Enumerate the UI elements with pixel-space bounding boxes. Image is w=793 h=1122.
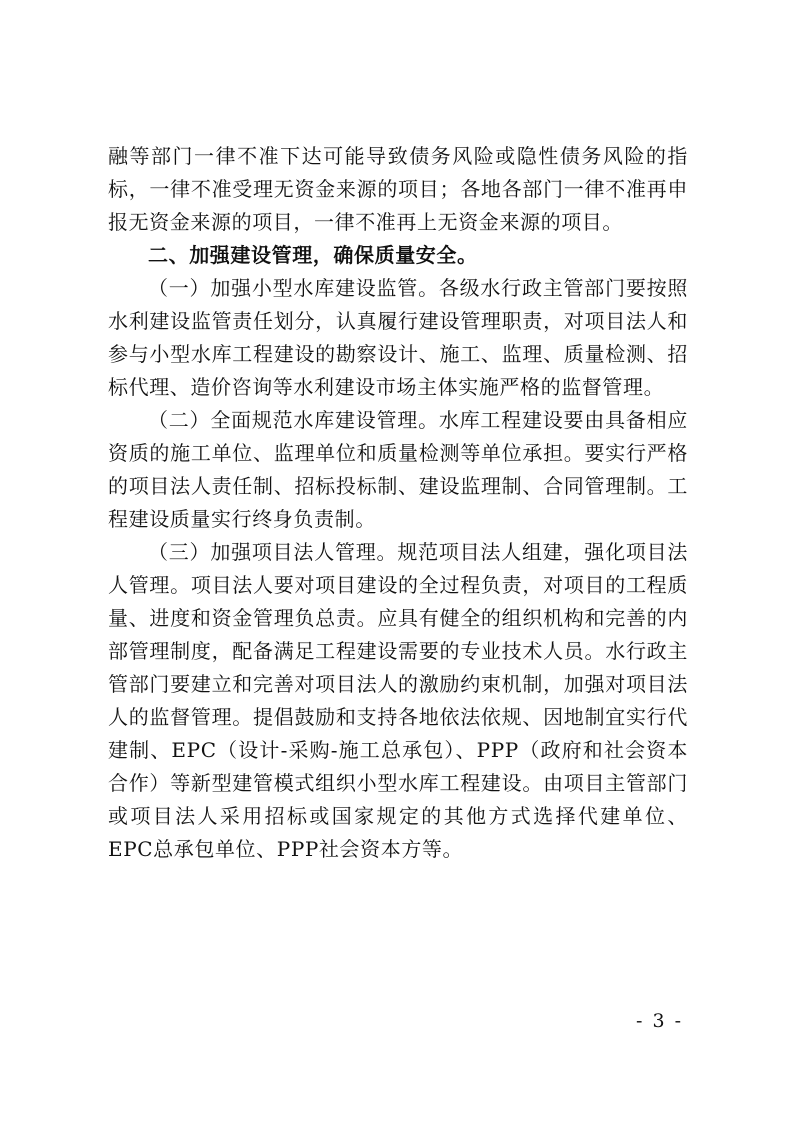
subsection-body-2: 水库工程建设要由具备相应资质的施工单位、监理单位和质量检测等单位承担。要实行严格的项目法人责任制、招标投标制、建设监理制、合同管理制。工程建设质量实行终身负责制。 — [108, 408, 688, 531]
subsection-title-1: （一）加强小型水库建设监管。 — [148, 276, 439, 300]
subsection-title-2: （二）全面规范水库建设管理。 — [148, 408, 439, 432]
document-body — [108, 140, 688, 866]
section-heading: 二、加强建设管理，确保质量安全。 — [148, 243, 478, 267]
subsection-paragraph-3 — [108, 536, 688, 866]
subsection-title-3: （三）加强项目法人管理。 — [148, 540, 398, 564]
subsection-body-3: 规范项目法人组建，强化项目法人管理。项目法人要对项目建设的全过程负责，对项目的工程质量、进度和资金管理负总责。应具有健全的组织机构和完善的内部管理制度，配备满足工程建设需要的专业技术人员。水行政主管部门要建立和完善对项目法人的激励约束机制，加强对项目法人的监督管理。提倡鼓励和支持各地依法依规、因地制宜实行代建制、EPC（设计-采购-施工总承包）、PPP（政府和社会资本合作）等新型建管模式组织小型水库工程建设。由项目主管部门或项目法人采用招标或国家规定的其他方式选择代建单位、EPC总承包单位、PPP社会资本方等。 — [108, 540, 688, 861]
subsection-paragraph-1 — [108, 272, 688, 404]
continuation-paragraph: 融等部门一律不准下达可能导致债务风险或隐性债务风险的指标，一律不准受理无资金来源的项目；各地各部门一律不准再申报无资金来源的项目，一律不准再上无资金来源的项目。 — [108, 144, 688, 234]
subsection-paragraph-2 — [108, 404, 688, 536]
subsection-body-1: 各级水行政主管部门要按照水利建设监管责任划分，认真履行建设管理职责，对项目法人和参与小型水库工程建设的勘察设计、施工、监理、质量检测、招标代理、造价咨询等水利建设市场主体实施严格的监督管理。 — [108, 276, 688, 399]
page-number: - 3 - — [635, 1010, 683, 1032]
